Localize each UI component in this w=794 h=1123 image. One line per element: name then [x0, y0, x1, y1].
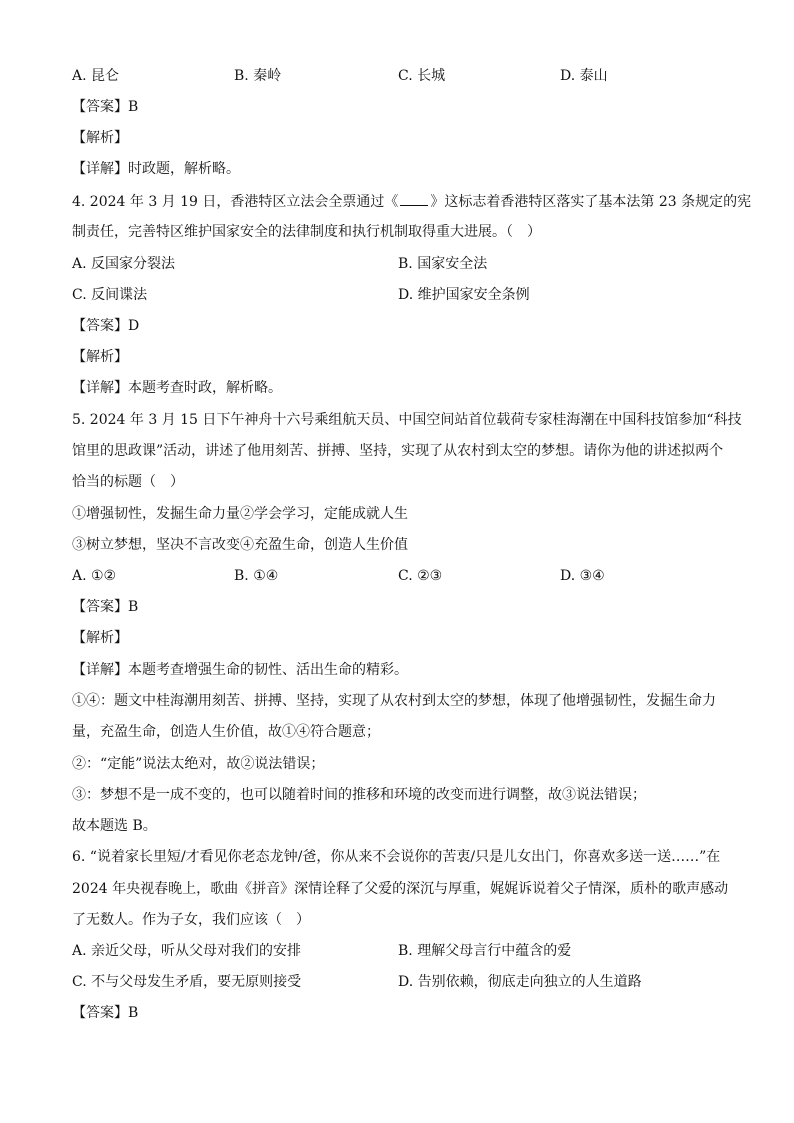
q5-stem-line1: 5. 2024 年 3 月 15 日下午神舟十六号乘组航天员、中国空间站首位载荷专家桂海潮在中国科技馆参加“科技 — [72, 412, 742, 428]
q4-stem-line1-a: 4. 2024 年 3 月 19 日，香港特区立法会全票通过《 — [72, 194, 399, 210]
q3-option-a: A. 昆仑 — [72, 68, 120, 84]
q5-option-c: C. ②③ — [398, 568, 443, 584]
q5-detail: 【详解】本题考查增强生命的韧性、活出生命的精彩。 — [72, 662, 408, 678]
q5-explanation-2: ②：“定能”说法太绝对，故②说法错误； — [72, 756, 325, 772]
q4-option-a: A. 反国家分裂法 — [72, 256, 176, 272]
q5-analysis: 【解析】 — [72, 630, 128, 646]
q3-option-c: C. 长城 — [398, 68, 446, 84]
q3-detail: 【详解】时政题，解析略。 — [72, 161, 240, 177]
q4-option-b: B. 国家安全法 — [398, 256, 488, 272]
q3-option-d: D. 泰山 — [560, 68, 608, 84]
q5-stem-line3: 恰当的标题（ ） — [72, 474, 184, 490]
q5-option-a: A. ①② — [72, 568, 117, 584]
q6-stem-line3: 了无数人。作为子女，我们应该（ ） — [72, 912, 310, 928]
q4-stem-line1-b: 》这标志着香港特区落实了基本法第 23 条规定的宪 — [430, 194, 752, 210]
q5-statement-1: ①增强韧性，发掘生命力量②学会学习，定能成就人生 — [72, 506, 408, 522]
q4-answer: 【答案】D — [72, 318, 140, 334]
q5-conclusion: 故本题选 B。 — [72, 818, 157, 834]
q4-detail: 【详解】本题考查时政，解析略。 — [72, 380, 282, 396]
q6-option-d: D. 告别依赖，彻底走向独立的人生道路 — [398, 974, 642, 990]
q6-stem-line1: 6. “说着家长里短/才看见你老态龙钟/爸，你从来不会说你的苦衷/只是儿女出门，你喜欢多送一送……”在 — [72, 849, 721, 865]
q4-option-c: C. 反间谍法 — [72, 287, 148, 303]
q6-option-a: A. 亲近父母，听从父母对我们的安排 — [72, 943, 302, 959]
q6-option-b: B. 理解父母言行中蕴含的爱 — [398, 943, 572, 959]
q6-stem-line2: 2024 年央视春晚上，歌曲《拼音》深情诠释了父爱的深沉与厚重，娓娓诉说着父子情深，质朴的歌声感动 — [72, 881, 729, 897]
q5-statement-2: ③树立梦想，坚决不言改变④充盈生命，创造人生价值 — [72, 537, 408, 553]
q6-option-c: C. 不与父母发生矛盾，要无原则接受 — [72, 974, 302, 990]
q3-option-b: B. 秦岭 — [234, 68, 282, 84]
q5-explanation-3: ③：梦想不是一成不变的，也可以随着时间的推移和环境的改变而进行调整，故③说法错误； — [72, 787, 646, 803]
q5-option-d: D. ③④ — [560, 568, 605, 584]
answer-blank — [400, 191, 428, 206]
q6-answer: 【答案】B — [72, 1005, 139, 1021]
q5-explanation-1-line1: ①④：题文中桂海潮用刻苦、拼搏、坚持，实现了从农村到太空的梦想，体现了他增强韧性，发掘生命力 — [72, 693, 716, 709]
q5-option-b: B. ①④ — [234, 568, 279, 584]
q5-explanation-1-line2: 量，充盈生命，创造人生价值，故①④符合题意； — [72, 724, 380, 740]
q4-stem-line1 — [72, 191, 751, 211]
q3-analysis: 【解析】 — [72, 130, 128, 146]
q4-stem-line2: 制责任，完善特区维护国家安全的法律制度和执行机制取得重大进展。（ ） — [72, 224, 541, 240]
q5-stem-line2: 馆里的思政课”活动，讲述了他用刻苦、拼搏、坚持，实现了从农村到太空的梦想。请你为他的讲述拟两个 — [72, 443, 724, 459]
q3-answer: 【答案】B — [72, 99, 139, 115]
q4-option-d: D. 维护国家安全条例 — [398, 287, 530, 303]
q4-analysis: 【解析】 — [72, 349, 128, 365]
q5-answer: 【答案】B — [72, 599, 139, 615]
